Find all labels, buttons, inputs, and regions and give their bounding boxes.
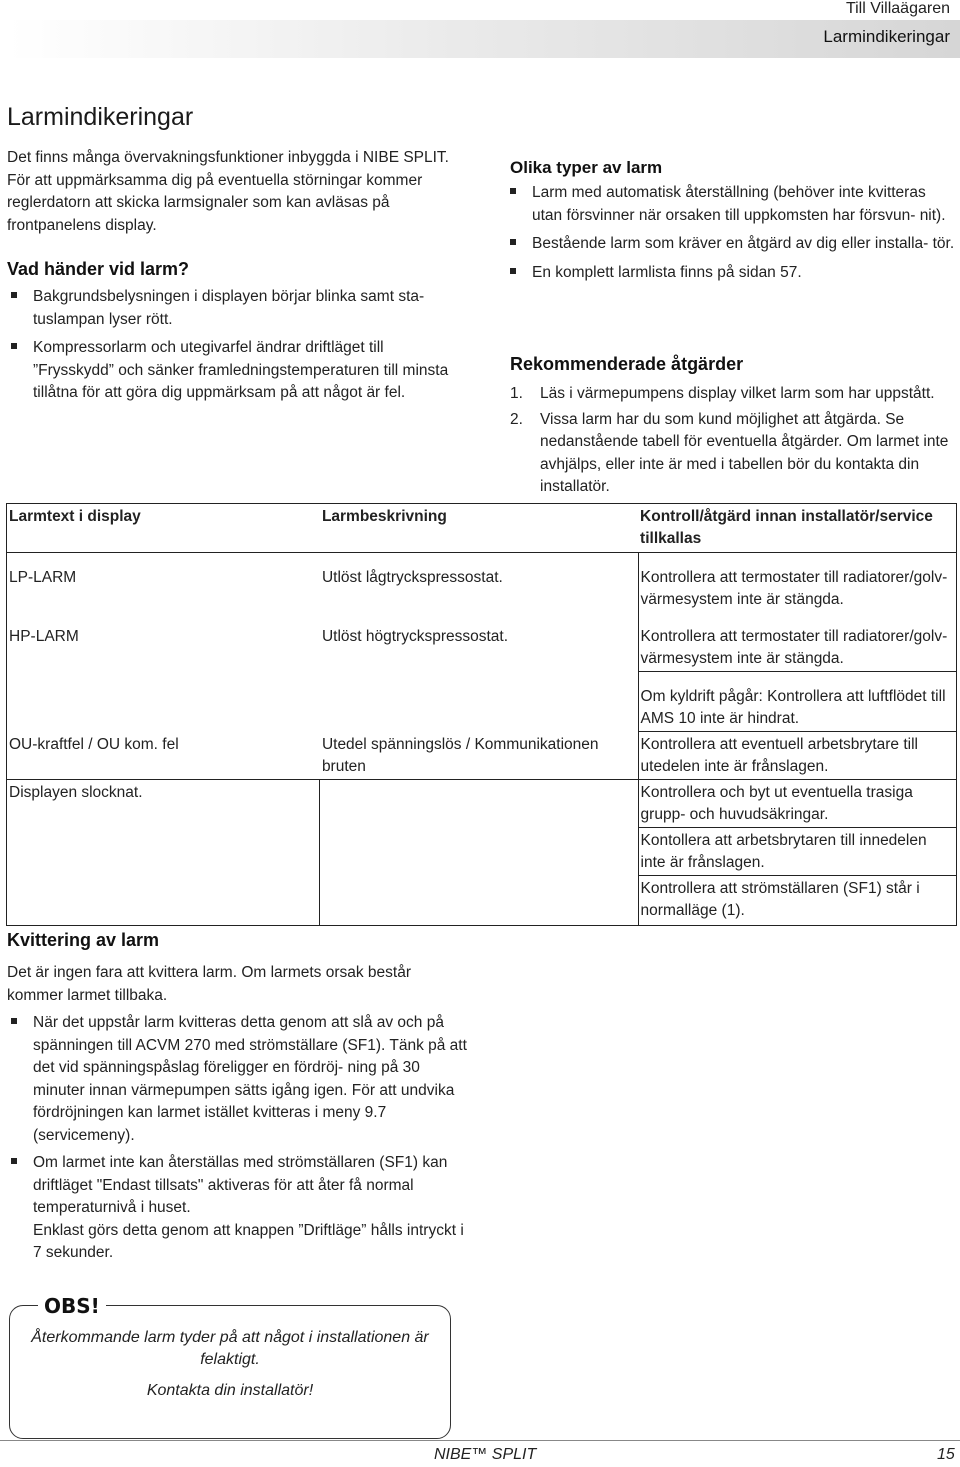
obs-callout — [9, 1305, 451, 1439]
table-cell — [320, 780, 638, 926]
vad-hander-list — [7, 286, 459, 405]
table-row — [7, 732, 957, 780]
vad-hander-heading: Vad händer vid larm? — [7, 259, 190, 279]
list-item: Bestående larm som kräver en åtgärd av dig eller installa- tör. — [506, 233, 958, 256]
footer-divider — [0, 1440, 960, 1441]
header-section: Larmindikeringar — [823, 27, 950, 46]
obs-contact: Kontakta din installatör! — [146, 1382, 314, 1399]
list-item: Larm med automatisk återställning (behöver inte kvitteras utan försvinner när orsaken till uppkomsten har försvun- nit). — [506, 182, 958, 227]
bullet-icon — [510, 239, 516, 245]
column-header: Larmtext i display — [7, 504, 320, 553]
bullet-icon — [510, 268, 516, 274]
list-item: Om larmet inte kan återställas med strömställaren (SF1) kan driftläget "Endast tillsats" aktiveras för att åter få normal temperaturnivå i huset. Enklast görs detta genom att knappen ”Driftläge” hålls intryckt i 7 sekunder. — [7, 1152, 467, 1265]
table-cell: Kontrollera att strömställaren (SF1) står i normalläge (1). — [638, 876, 956, 926]
obs-message: Återkommande larm tyder på att något i installationen är felaktigt. — [31, 1329, 429, 1368]
table-cell: LP-LARM — [9, 569, 77, 586]
table-cell: Kontrollera att termostater till radiatorer/golv- värmesystem inte är stängda. — [638, 612, 956, 672]
alarm-table — [6, 503, 957, 926]
kvittering-intro: Det är ingen fara att kvittera larm. Om larmets orsak består kommer larmet tillbaka. — [7, 964, 411, 1004]
list-item: 1. Läs i värmepumpens display vilket larm som har uppstått. — [510, 385, 935, 402]
table-row — [7, 612, 957, 672]
list-item: När det uppstår larm kvitteras detta genom att slå av och på spänningen till ACVM 270 med strömställare (SF1). Tänk på att det vid spänningspåslag föreligger en fördröj- ning på 30 minuter innan värmepumpen sätts igång igen. För att undvika fördröjningen kan larmet istället kvitteras i meny 9.7 (servicemeny). — [7, 1012, 467, 1147]
rekommenderade-heading: Rekommenderade åtgärder — [510, 354, 744, 374]
table-cell: Kontrollera och byt ut eventuella trasiga grupp- och huvudsäkringar. — [638, 780, 956, 828]
table-row — [7, 553, 957, 613]
column-header: Kontroll/åtgärd innan installatör/service tillkallas — [638, 504, 956, 553]
kvittering-list — [7, 1012, 467, 1265]
obs-label: OBS! — [38, 1294, 106, 1318]
table-header-row — [7, 504, 957, 553]
list-item: Bakgrundsbelysningen i displayen börjar blinka samt sta- tuslampan lyser rött. — [7, 286, 459, 331]
intro-paragraph: Det finns många övervakningsfunktioner inbyggda i NIBE SPLIT. För att uppmärksamma dig på eventuella störningar kommer reglerdatorn att skicka larmsignaler som kan avläsas på frontpanelens display. — [7, 149, 449, 234]
list-item: Kompressorlarm och utegivarfel ändrar driftläget till ”Frysskydd” och sänker framledningstemperaturen till minsta tillåtna för att göra dig uppmärksam på att något är fel. — [7, 337, 459, 405]
table-row — [7, 780, 957, 828]
page-title: Larmindikeringar — [7, 103, 194, 131]
kvittering-heading: Kvittering av larm — [7, 930, 160, 950]
column-header: Larmbeskrivning — [320, 504, 638, 553]
table-cell: Utlöst högtryckspressostat. — [321, 628, 509, 645]
header-bar — [8, 20, 960, 58]
bullet-icon — [11, 1018, 17, 1024]
list-item: En komplett larmlista finns på sidan 57. — [506, 262, 958, 285]
table-cell: Utlöst lågtryckspressostat. — [321, 569, 503, 586]
header-audience: Till Villaägaren — [845, 0, 950, 17]
table-cell: Displayen slocknat. — [7, 780, 320, 926]
bullet-icon — [11, 343, 17, 349]
list-item: 2. Vissa larm har du som kund möjlighet att åtgärda. Se nedanstående tabell för eventuella åtgärder. Om larmet inte avhjälps, eller inte är med i tabellen bör du kontakta din installatör. — [510, 410, 949, 495]
bullet-icon — [11, 1158, 17, 1164]
footer-product: NIBE™ SPLIT — [434, 1446, 537, 1463]
table-cell: OU-kraftfel / OU kom. fel — [9, 735, 179, 753]
olika-typer-list — [506, 182, 958, 284]
table-cell: Kontollera att arbetsbrytaren till innedelen inte är frånslagen. — [638, 828, 956, 876]
page-number: 15 — [937, 1446, 955, 1463]
rekommenderade-list — [510, 383, 960, 499]
table-cell: Utedel spänningslös / Kommunikationen bruten — [321, 735, 599, 775]
bullet-icon — [510, 188, 516, 194]
olika-typer-heading: Olika typer av larm — [510, 158, 663, 177]
table-cell: HP-LARM — [9, 628, 79, 645]
table-cell: Kontrollera att termostater till radiatorer/golv- värmesystem inte är stängda. — [638, 553, 956, 613]
bullet-icon — [11, 292, 17, 298]
table-cell: Kontrollera att eventuell arbetsbrytare till utedelen inte är frånslagen. — [638, 732, 956, 780]
table-cell: Om kyldrift pågår: Kontrollera att luftflödet till AMS 10 inte är hindrat. — [638, 672, 956, 732]
